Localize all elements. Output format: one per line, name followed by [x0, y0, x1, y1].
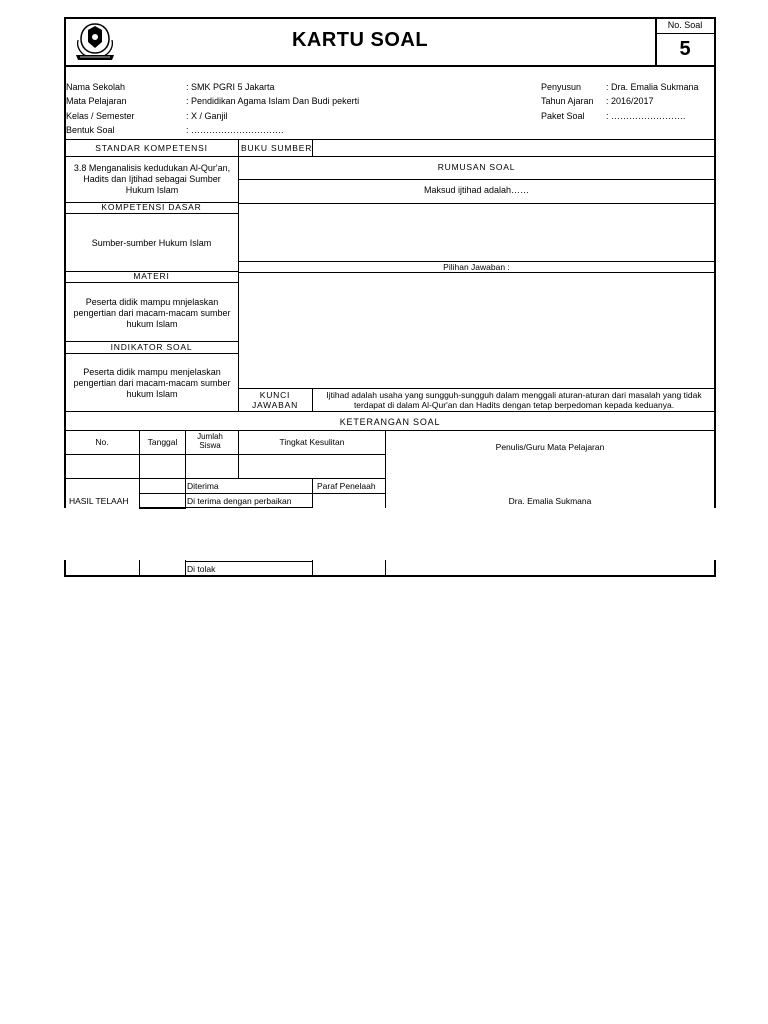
no-soal-value: 5 [679, 38, 691, 60]
diterima-perbaikan-option: Di terima dengan perbaikan [187, 496, 292, 506]
penulis-label: Penulis/Guru Mata Pelajaran [495, 442, 605, 452]
bentuk-value: : …………………………. [186, 125, 284, 135]
hasil-telaah-label: HASIL TELAAH [69, 496, 129, 506]
penyusun-label: Penyusun [541, 82, 582, 92]
indikator-soal-text: Peserta didik mampu menjelaskan pengertian dari macam-macam sumber hukum Islam [73, 367, 231, 399]
mapel-label: Mata Pelajaran [66, 96, 127, 106]
tahun-label: Tahun Ajaran [541, 96, 594, 106]
no-soal-label: No. Soal [667, 20, 703, 30]
buku-sumber-header: BUKU SUMBER [241, 143, 313, 153]
kompetensi-dasar-header: KOMPETENSI DASAR [101, 202, 202, 212]
col-tanggal-header: Tanggal [147, 437, 178, 447]
col-jumlah-header: Jumlah Siswa [197, 432, 223, 450]
pilihan-jawaban-label: Pilihan Jawaban : [443, 262, 510, 272]
standar-kompetensi-text: 3.8 Menganalisis kedudukan Al-Qur'an, Hadits dan Ijtihad sebagai Sumber Hukum Islam [73, 163, 231, 195]
tahun-value: : 2016/2017 [606, 96, 654, 106]
materi-text: Peserta didik mampu mnjelaskan pengertian dari macam-macam sumber hukum Islam [73, 297, 231, 329]
ditolak-option: Di tolak [187, 564, 216, 574]
nama-sekolah-value: : SMK PGRI 5 Jakarta [186, 82, 275, 92]
penyusun-value: : Dra. Emalia Sukmana [606, 82, 699, 92]
school-logo [72, 20, 118, 62]
kelas-label: Kelas / Semester [66, 111, 135, 121]
col-tingkat-header: Tingkat Kesulitan [279, 437, 345, 447]
rumusan-soal-header: RUMUSAN SOAL [437, 162, 516, 172]
col-no-header: No. [95, 437, 109, 447]
bentuk-label: Bentuk Soal [66, 125, 115, 135]
kompetensi-dasar-text: Sumber-sumber Hukum Islam [91, 238, 212, 248]
paraf-penelaah-label: Paraf Penelaah [317, 481, 376, 491]
paket-value: : ……………………. [606, 111, 686, 121]
standar-kompetensi-header: STANDAR KOMPETENSI [95, 143, 208, 153]
nama-sekolah-label: Nama Sekolah [66, 82, 126, 92]
kunci-jawaban-text: Ijtihad adalah usaha yang sungguh-sungguh dalam menggali aturan-aturan dari masalah yang tidak terdapat di dalam Al-Qur'an dan Hadits dengan tetap berpedoman kepada keduanya. [326, 390, 702, 410]
penulis-nama: Dra. Emalia Sukmana [508, 496, 592, 506]
materi-header: MATERI [133, 271, 170, 281]
rumusan-soal-text: Maksud ijtihad adalah…… [423, 185, 530, 195]
keterangan-soal-header: KETERANGAN SOAL [339, 417, 441, 427]
diterima-option: Diterima [187, 481, 219, 491]
mapel-value: : Pendidikan Agama Islam Dan Budi pekerti [186, 96, 360, 106]
paket-label: Paket Soal [541, 111, 585, 121]
kelas-value: : X / Ganjil [186, 111, 228, 121]
card-title: KARTU SOAL [291, 29, 429, 51]
kunci-jawaban-label: KUNCI JAWABAN [251, 390, 299, 410]
indikator-soal-header: INDIKATOR SOAL [110, 342, 193, 352]
